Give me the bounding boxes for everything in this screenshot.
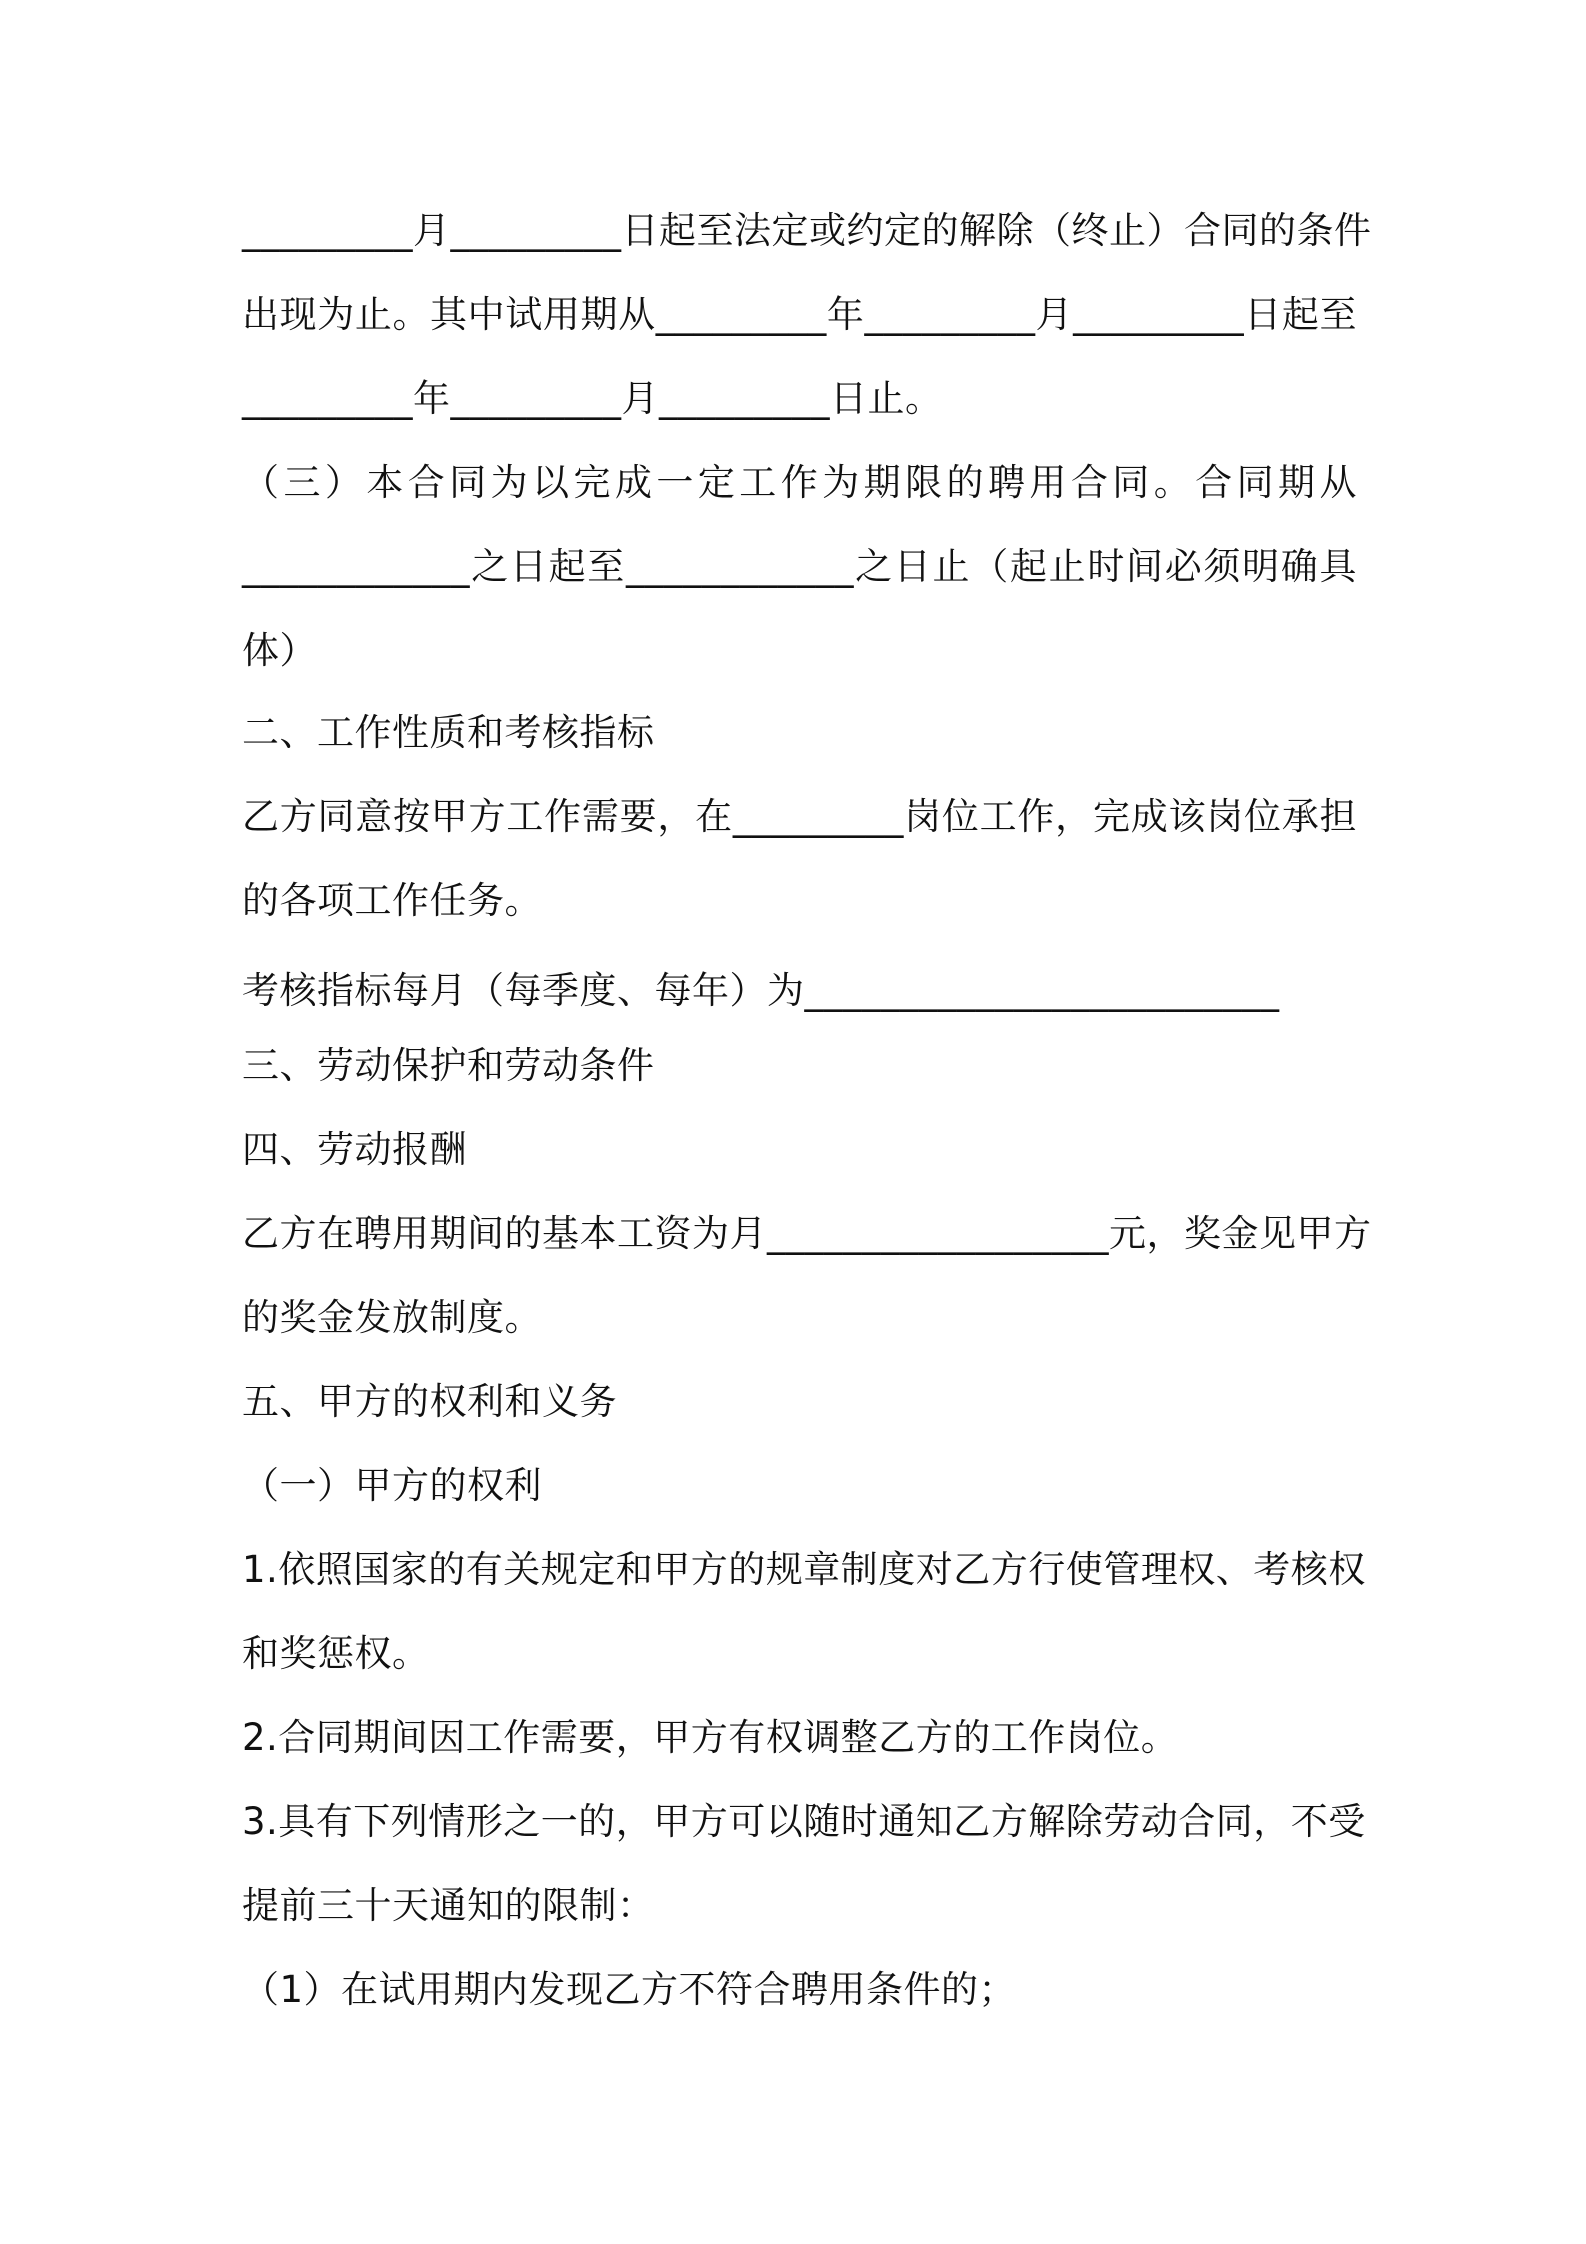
text-line: （1）在试用期内发现乙方不符合聘用条件的； (242, 1968, 1017, 2011)
text-line: 考核指标每月（每季度、每年）为_________________________ (242, 969, 1280, 1012)
text-line: 1.依照国家的有关规定和甲方的规章制度对乙方行使管理权、考核权 (242, 1548, 1366, 1591)
text-line: 的各项工作任务。 (242, 879, 542, 922)
text-line: 乙方在聘用期间的基本工资为月__________________元，奖金见甲方 (242, 1212, 1372, 1255)
subsection-heading: （一）甲方的权利 (242, 1464, 542, 1507)
text-line: 提前三十天通知的限制： (242, 1884, 655, 1927)
text-line: 和奖惩权。 (242, 1632, 430, 1675)
text-line: ____________之日起至____________之日止（起止时间必须明确具 (242, 545, 1357, 588)
section-heading: 四、劳动报酬 (242, 1128, 467, 1171)
text-line: 2.合同期间因工作需要，甲方有权调整乙方的工作岗位。 (242, 1716, 1179, 1759)
text-line: _________年_________月_________日止。 (242, 377, 943, 420)
section-heading: 三、劳动保护和劳动条件 (242, 1044, 655, 1087)
text-line: 的奖金发放制度。 (242, 1296, 542, 1339)
section-heading: 五、甲方的权利和义务 (242, 1380, 617, 1423)
text-line: 3.具有下列情形之一的，甲方可以随时通知乙方解除劳动合同，不受 (242, 1800, 1366, 1843)
text-line: 乙方同意按甲方工作需要，在_________岗位工作，完成该岗位承担 (242, 795, 1357, 838)
text-line: _________月_________日起至法定或约定的解除（终止）合同的条件 (242, 209, 1372, 252)
text-line: 体） (242, 629, 317, 672)
text-line: （三）本合同为以完成一定工作为期限的聘用合同。合同期从 (242, 461, 1357, 504)
section-heading: 二、工作性质和考核指标 (242, 711, 655, 754)
text-line: 出现为止。其中试用期从_________年_________月_________日起至 (242, 293, 1357, 336)
